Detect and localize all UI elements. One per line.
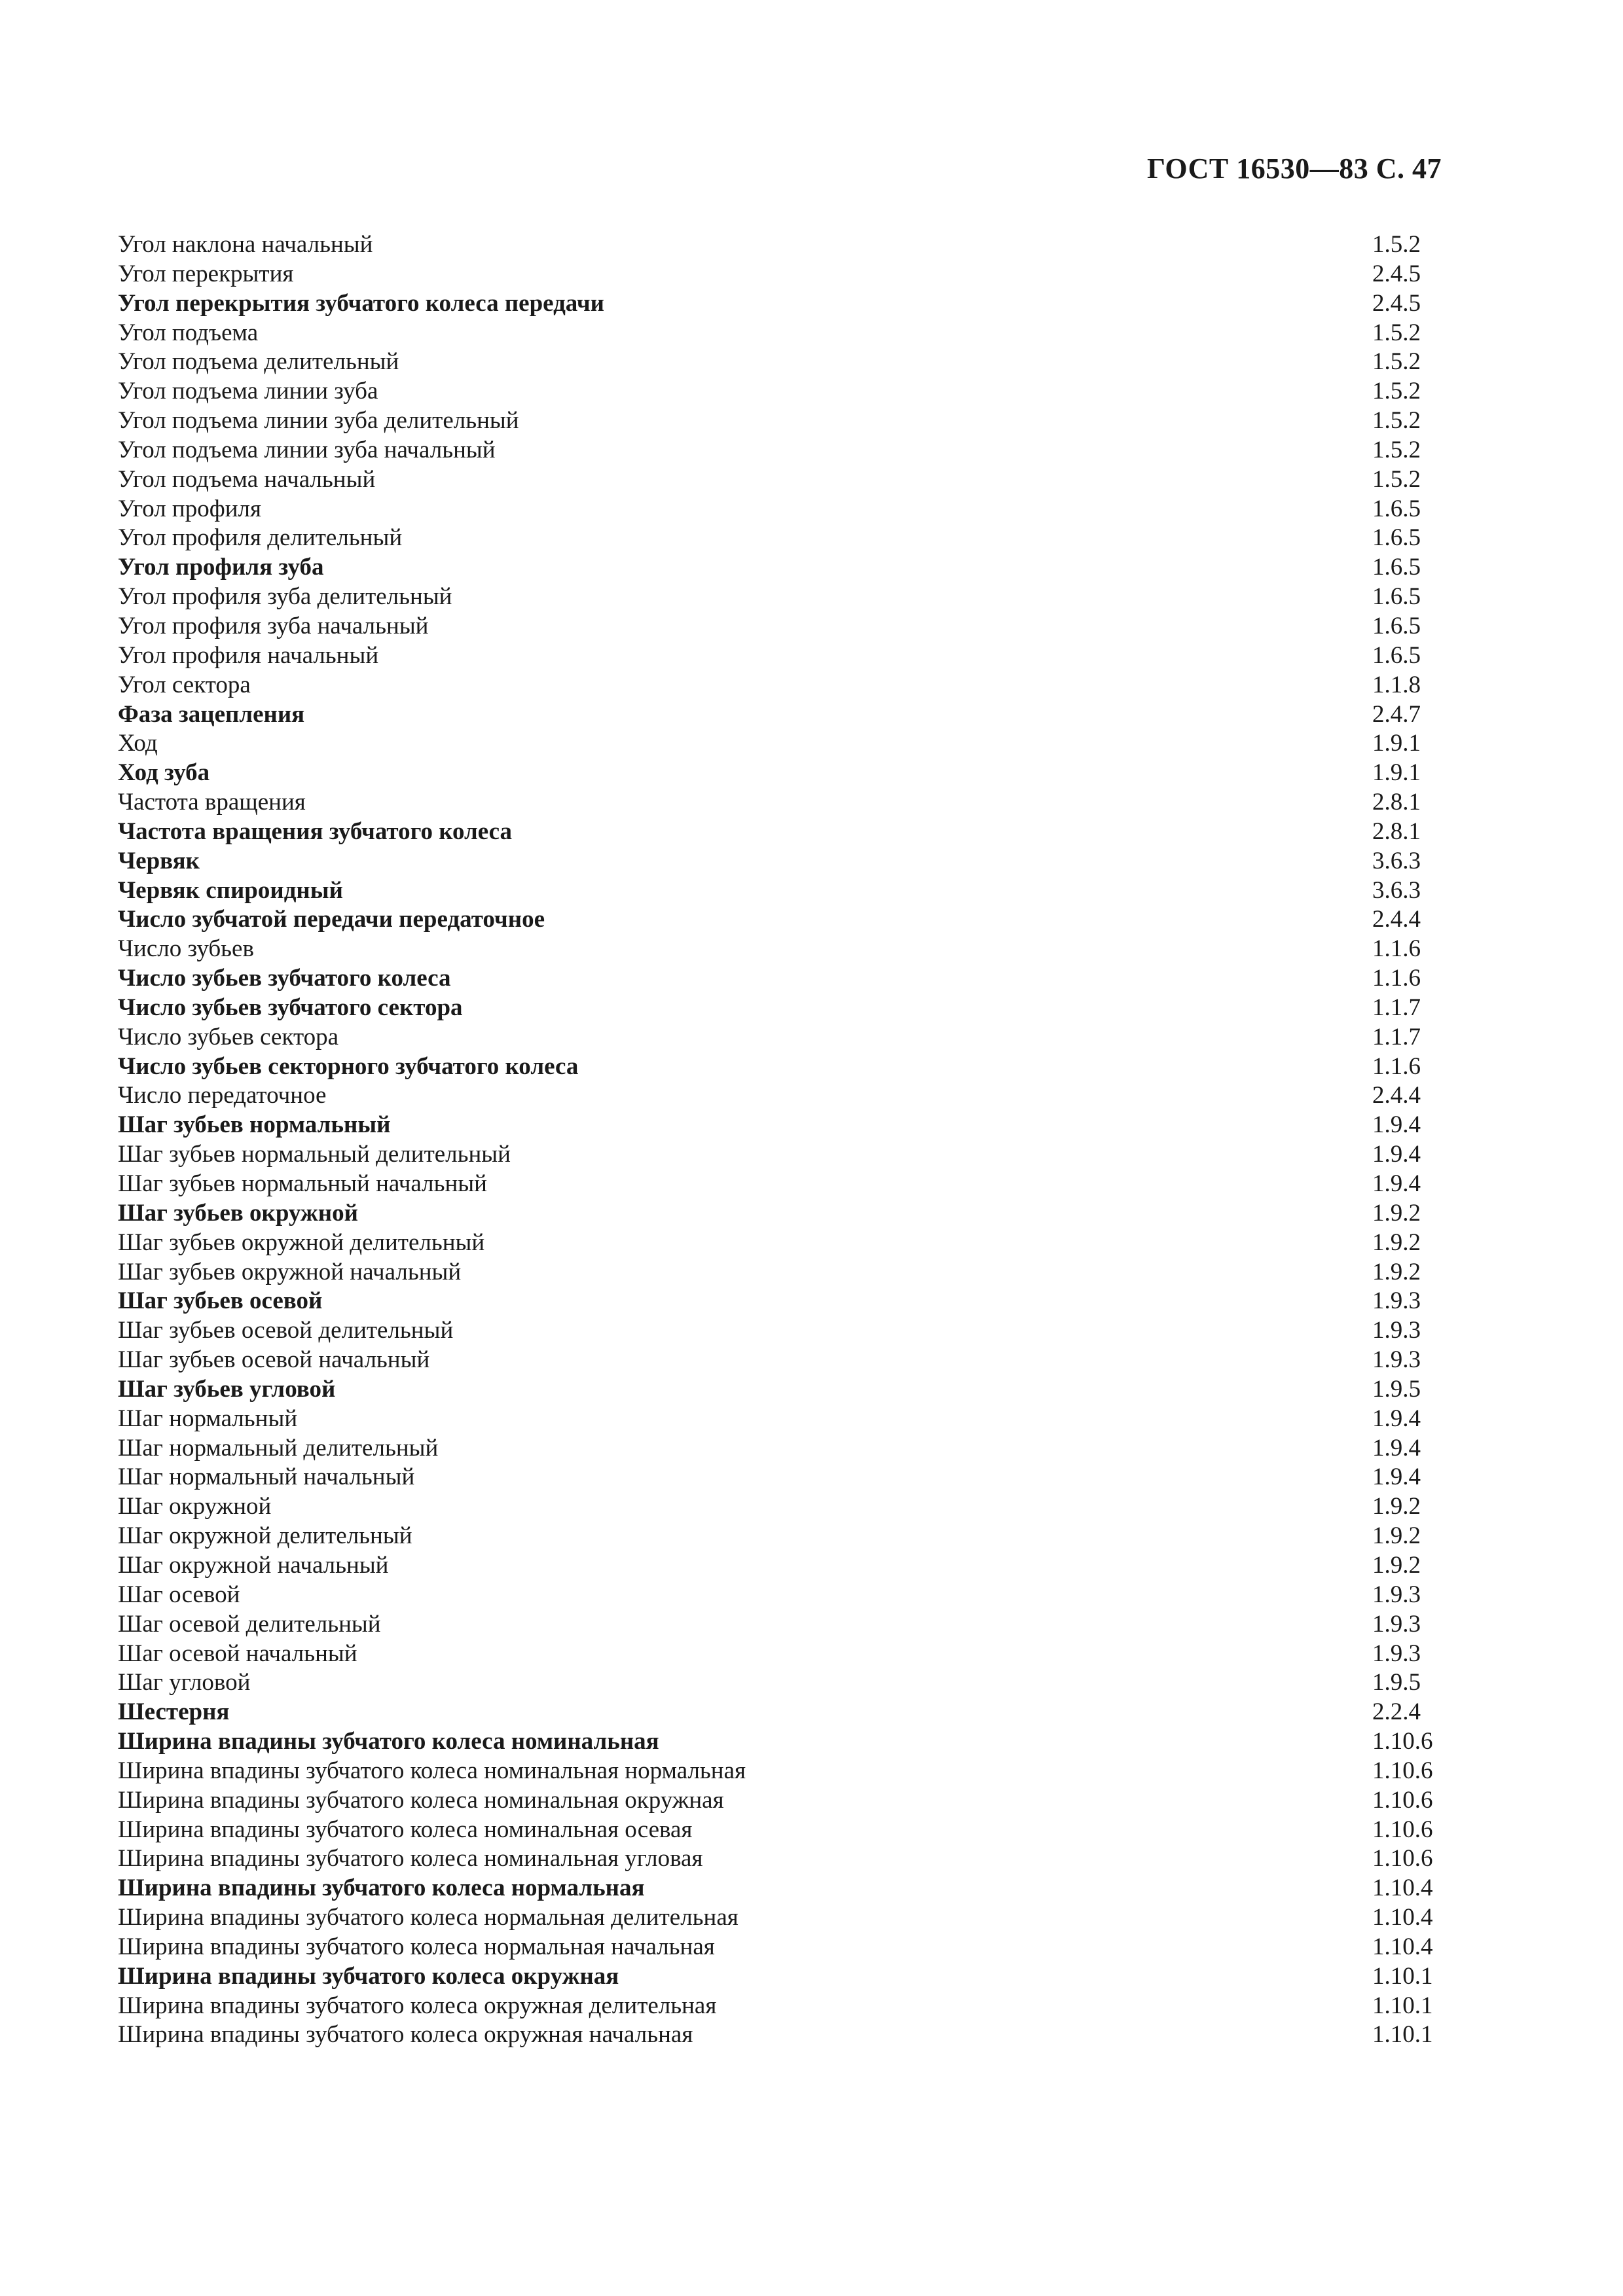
index-ref: 1.9.3 (1372, 1581, 1421, 1608)
index-term: Угол подъема линии зуба делительный (118, 407, 519, 435)
index-term: Ход зуба (118, 759, 210, 787)
index-ref: 1.1.6 (1372, 965, 1421, 992)
index-entry (118, 1287, 1440, 1316)
index-ref: 1.9.4 (1372, 1463, 1421, 1491)
index-ref: 2.2.4 (1372, 1698, 1421, 1726)
index-ref: 1.10.4 (1372, 1904, 1433, 1931)
index-entry (118, 1640, 1440, 1669)
index-term: Червяк (118, 847, 200, 874)
index-ref: 2.4.5 (1372, 289, 1421, 317)
index-ref: 1.9.2 (1372, 1258, 1421, 1285)
index-entry (118, 1405, 1440, 1434)
index-entry (118, 377, 1440, 406)
index-ref: 2.4.5 (1372, 260, 1421, 287)
index-term: Угол перекрытия зубчатого колеса передачи (118, 289, 604, 317)
index-entry (118, 524, 1440, 553)
index-ref: 3.6.3 (1372, 876, 1421, 904)
index-entry (118, 1229, 1440, 1258)
index-term: Ширина впадины зубчатого колеса окружная делительная (118, 1992, 717, 2019)
index-entry (118, 1933, 1440, 1962)
index-entry (118, 729, 1440, 759)
index-entry (118, 1140, 1440, 1170)
index-entry (118, 495, 1440, 524)
index-term: Ход (118, 730, 158, 757)
index-term: Ширина впадины зубчатого колеса нормальная (118, 1874, 645, 1902)
index-ref: 1.9.2 (1372, 1522, 1421, 1550)
index-term: Число зубьев (118, 935, 254, 963)
index-ref: 1.9.3 (1372, 1346, 1421, 1374)
index-entry (118, 817, 1440, 847)
index-term: Угол подъема делительный (118, 348, 399, 376)
index-ref: 2.4.4 (1372, 906, 1421, 933)
index-term: Число зубчатой передачи передаточное (118, 906, 545, 933)
index-term: Угол профиля зуба начальный (118, 612, 429, 639)
index-ref: 1.6.5 (1372, 612, 1421, 639)
index-ref: 1.6.5 (1372, 524, 1421, 552)
index-ref: 2.4.4 (1372, 1082, 1421, 1109)
index-term: Шаг зубьев осевой начальный (118, 1346, 430, 1374)
index-term: Ширина впадины зубчатого колеса номинальная (118, 1728, 659, 1755)
index-ref: 1.1.8 (1372, 671, 1421, 698)
index-ref: 1.5.2 (1372, 319, 1421, 346)
index-term: Ширина впадины зубчатого колеса номинальная угловая (118, 1845, 703, 1873)
index-term: Ширина впадины зубчатого колеса номинальная осевая (118, 1816, 693, 1843)
index-ref: 1.5.2 (1372, 407, 1421, 435)
index-ref: 2.4.7 (1372, 700, 1421, 728)
term-index-list (118, 230, 1440, 2050)
index-ref: 1.5.2 (1372, 378, 1421, 405)
index-term: Шаг зубьев окружной делительный (118, 1229, 485, 1256)
index-ref: 1.10.4 (1372, 1933, 1433, 1960)
index-term: Шаг зубьев нормальный делительный (118, 1141, 511, 1168)
index-term: Шаг нормальный делительный (118, 1434, 439, 1462)
index-entry (118, 1816, 1440, 1845)
index-entry (118, 935, 1440, 964)
index-ref: 1.10.6 (1372, 1816, 1433, 1843)
index-entry (118, 1727, 1440, 1757)
index-entry (118, 700, 1440, 730)
index-entry (118, 759, 1440, 788)
index-entry (118, 260, 1440, 289)
index-entry (118, 905, 1440, 935)
index-entry (118, 994, 1440, 1023)
index-term: Шаг зубьев окружной начальный (118, 1258, 462, 1285)
index-entry (118, 1992, 1440, 2021)
index-term: Угол подъема линии зуба (118, 378, 378, 405)
index-entry (118, 1434, 1440, 1463)
index-ref: 1.10.6 (1372, 1786, 1433, 1814)
index-term: Число зубьев зубчатого колеса (118, 965, 451, 992)
index-ref: 1.9.4 (1372, 1111, 1421, 1139)
index-ref: 1.5.2 (1372, 436, 1421, 463)
index-term: Угол сектора (118, 671, 251, 698)
index-entry (118, 1170, 1440, 1199)
index-entry (118, 1668, 1440, 1698)
index-entry (118, 1346, 1440, 1375)
index-entry (118, 289, 1440, 319)
index-entry (118, 876, 1440, 906)
index-term: Угол подъема (118, 319, 259, 346)
index-entry (118, 406, 1440, 436)
index-term: Шаг угловой (118, 1669, 251, 1696)
index-ref: 1.9.3 (1372, 1640, 1421, 1667)
index-entry (118, 1522, 1440, 1551)
index-entry (118, 612, 1440, 641)
index-ref: 1.10.6 (1372, 1757, 1433, 1784)
index-term: Угол перекрытия (118, 260, 294, 287)
index-entry (118, 436, 1440, 465)
index-term: Угол профиля делительный (118, 524, 403, 552)
index-ref: 1.6.5 (1372, 495, 1421, 522)
index-ref: 1.10.1 (1372, 1992, 1433, 2019)
index-ref: 1.1.7 (1372, 994, 1421, 1021)
index-term: Шаг окружной (118, 1493, 272, 1520)
index-entry (118, 1052, 1440, 1082)
index-term: Угол профиля зуба делительный (118, 583, 452, 611)
index-entry (118, 1375, 1440, 1405)
index-entry (118, 1316, 1440, 1346)
index-term: Ширина впадины зубчатого колеса нормальная делительная (118, 1904, 739, 1931)
index-entry (118, 230, 1440, 260)
index-ref: 1.10.1 (1372, 1962, 1433, 1990)
index-term: Шаг зубьев нормальный начальный (118, 1170, 487, 1197)
index-ref: 2.8.1 (1372, 789, 1421, 816)
index-ref: 1.10.6 (1372, 1845, 1433, 1873)
index-ref: 1.9.1 (1372, 730, 1421, 757)
index-ref: 1.9.2 (1372, 1493, 1421, 1520)
index-term: Шаг осевой делительный (118, 1610, 381, 1638)
index-term: Число передаточное (118, 1082, 327, 1109)
index-term: Ширина впадины зубчатого колеса номинальная нормальная (118, 1757, 746, 1784)
index-term: Число зубьев сектора (118, 1023, 339, 1050)
index-entry (118, 964, 1440, 994)
index-ref: 1.10.4 (1372, 1874, 1433, 1902)
index-term: Червяк спироидный (118, 876, 343, 904)
index-entry (118, 1023, 1440, 1052)
index-entry (118, 1581, 1440, 1610)
index-ref: 1.9.2 (1372, 1229, 1421, 1256)
index-term: Ширина впадины зубчатого колеса окружная начальная (118, 2021, 693, 2049)
index-entry (118, 2020, 1440, 2050)
index-term: Угол профиля зуба (118, 554, 324, 581)
index-term: Шаг зубьев угловой (118, 1375, 336, 1403)
index-ref: 1.10.1 (1372, 2021, 1433, 2049)
index-ref: 1.9.4 (1372, 1405, 1421, 1432)
index-term: Шаг нормальный (118, 1405, 298, 1432)
index-term: Угол подъема линии зуба начальный (118, 436, 496, 463)
index-term: Шаг зубьев нормальный (118, 1111, 391, 1139)
index-ref: 1.9.2 (1372, 1551, 1421, 1579)
index-entry (118, 348, 1440, 377)
index-ref: 1.6.5 (1372, 554, 1421, 581)
index-entry (118, 1610, 1440, 1640)
index-entry (118, 1551, 1440, 1581)
index-term: Частота вращения зубчатого колеса (118, 817, 513, 845)
index-ref: 1.6.5 (1372, 641, 1421, 669)
index-entry (118, 1111, 1440, 1140)
index-term: Частота вращения (118, 789, 306, 816)
index-entry (118, 847, 1440, 876)
index-term: Шаг осевой начальный (118, 1640, 357, 1667)
index-ref: 1.9.1 (1372, 759, 1421, 787)
index-ref: 1.1.7 (1372, 1023, 1421, 1050)
index-entry (118, 1698, 1440, 1727)
index-entry (118, 1786, 1440, 1816)
index-term: Шаг зубьев осевой (118, 1287, 323, 1315)
page-header: ГОСТ 16530—83 С. 47 (1146, 152, 1442, 185)
index-entry (118, 1258, 1440, 1287)
index-term: Угол подъема начальный (118, 465, 376, 493)
index-term: Шаг окружной начальный (118, 1551, 389, 1579)
index-term: Шаг осевой (118, 1581, 240, 1608)
index-term: Ширина впадины зубчатого колеса окружная (118, 1962, 619, 1990)
index-ref: 1.6.5 (1372, 583, 1421, 611)
index-term: Ширина впадины зубчатого колеса номинальная окружная (118, 1786, 724, 1814)
index-entry (118, 1962, 1440, 1992)
index-ref: 1.9.2 (1372, 1199, 1421, 1227)
index-entry (118, 1874, 1440, 1903)
index-term: Угол наклона начальный (118, 231, 373, 258)
index-ref: 1.10.6 (1372, 1728, 1433, 1755)
index-ref: 1.9.3 (1372, 1317, 1421, 1344)
index-term: Угол профиля начальный (118, 641, 379, 669)
index-term: Число зубьев секторного зубчатого колеса (118, 1052, 579, 1080)
index-entry (118, 319, 1440, 348)
index-entry (118, 1199, 1440, 1229)
index-entry (118, 1903, 1440, 1933)
index-entry (118, 1844, 1440, 1874)
index-term: Шаг окружной делительный (118, 1522, 412, 1550)
index-term: Угол профиля (118, 495, 261, 522)
index-entry (118, 1492, 1440, 1522)
index-term: Ширина впадины зубчатого колеса нормальная начальная (118, 1933, 715, 1960)
index-entry (118, 671, 1440, 700)
index-ref: 1.9.4 (1372, 1434, 1421, 1462)
index-entry (118, 1081, 1440, 1111)
index-entry (118, 788, 1440, 817)
index-entry (118, 1463, 1440, 1492)
index-term: Шаг зубьев осевой делительный (118, 1317, 454, 1344)
index-entry (118, 641, 1440, 671)
index-entry (118, 465, 1440, 495)
index-ref: 1.9.3 (1372, 1610, 1421, 1638)
index-term: Шестерня (118, 1698, 230, 1726)
index-ref: 1.5.2 (1372, 465, 1421, 493)
index-ref: 1.9.5 (1372, 1375, 1421, 1403)
index-ref: 3.6.3 (1372, 847, 1421, 874)
index-entry (118, 583, 1440, 612)
index-ref: 1.9.5 (1372, 1669, 1421, 1696)
index-ref: 1.5.2 (1372, 231, 1421, 258)
index-term: Число зубьев зубчатого сектора (118, 994, 463, 1021)
index-term: Фаза зацепления (118, 700, 305, 728)
index-ref: 1.1.6 (1372, 935, 1421, 963)
index-ref: 1.1.6 (1372, 1052, 1421, 1080)
index-entry (118, 1757, 1440, 1786)
index-term: Шаг зубьев окружной (118, 1199, 358, 1227)
index-ref: 1.9.4 (1372, 1170, 1421, 1197)
index-ref: 2.8.1 (1372, 817, 1421, 845)
index-ref: 1.5.2 (1372, 348, 1421, 376)
index-ref: 1.9.4 (1372, 1141, 1421, 1168)
index-term: Шаг нормальный начальный (118, 1463, 415, 1491)
index-ref: 1.9.3 (1372, 1287, 1421, 1315)
index-entry (118, 553, 1440, 583)
